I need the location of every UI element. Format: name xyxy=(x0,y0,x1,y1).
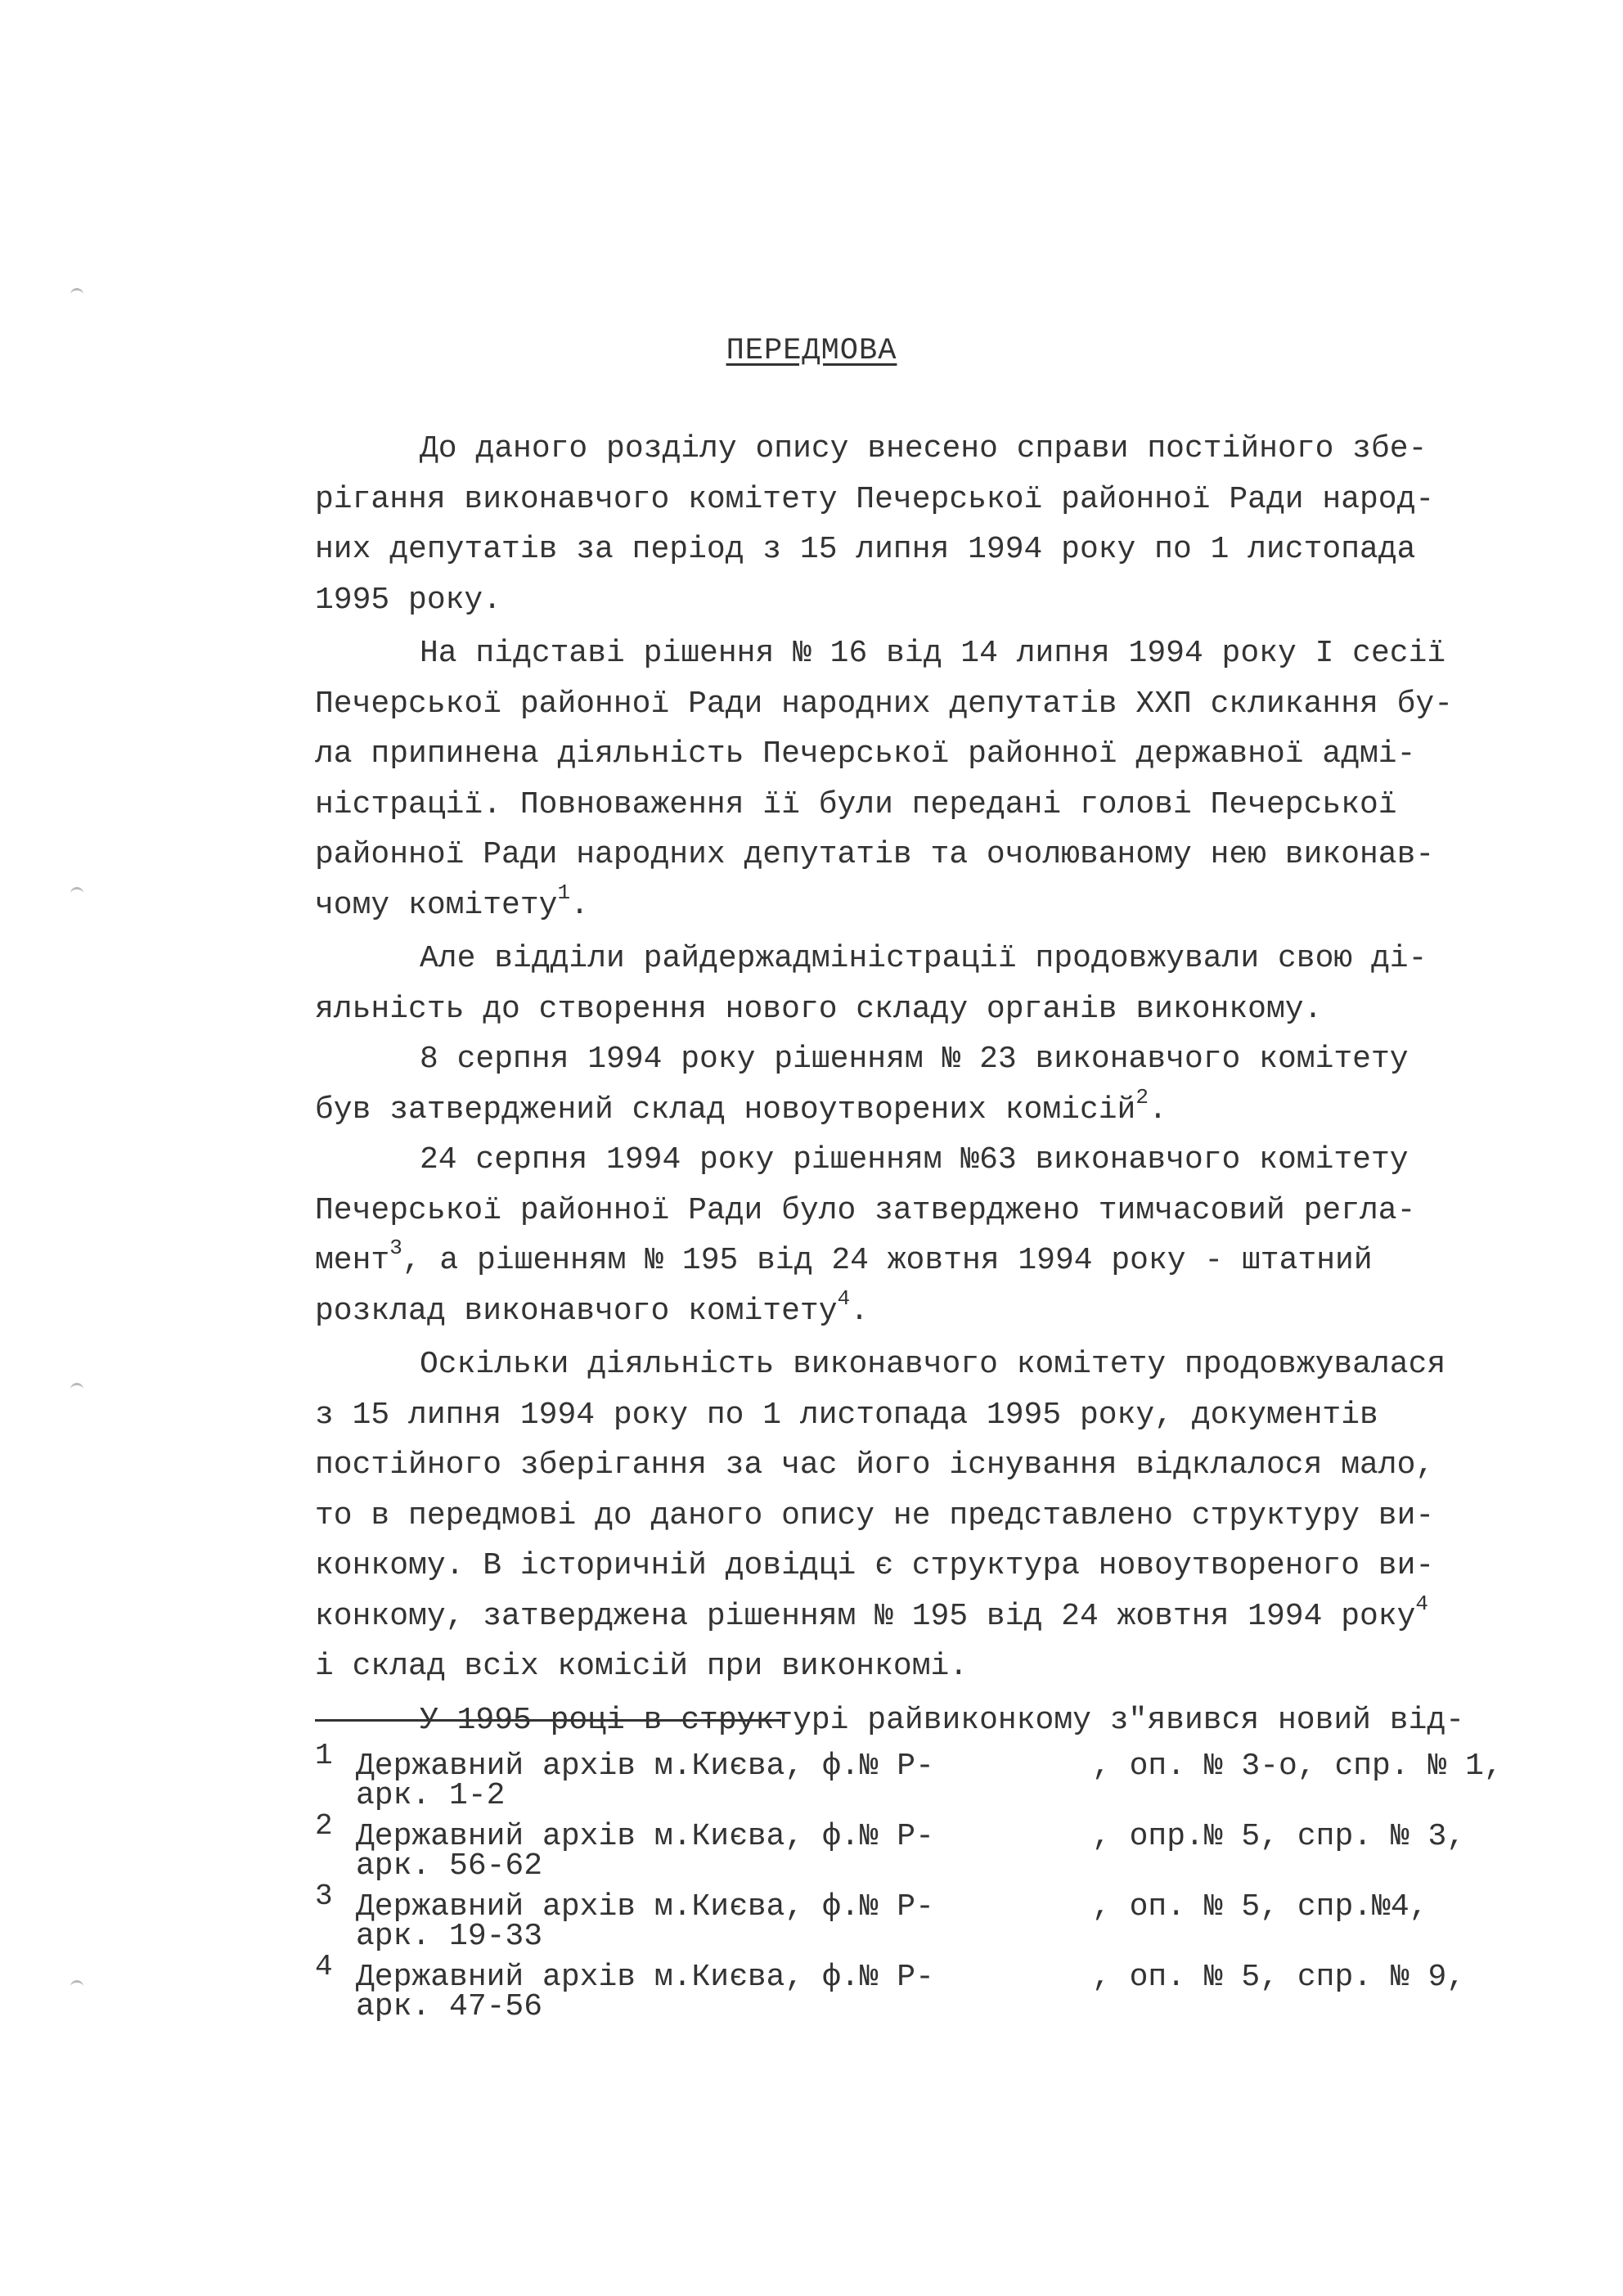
text-line xyxy=(315,1286,1542,1337)
text-fragment: розклад виконавчого комітету xyxy=(315,1293,838,1329)
text-line: На підставі рішення № 16 від 14 липня 1994 року І сесії xyxy=(420,636,1446,671)
footnote-number: 2 xyxy=(315,1809,333,1843)
footnote xyxy=(315,1880,1542,1954)
binder-mark xyxy=(70,1980,83,1988)
footnote-reference: , опр.№ 5, спр. № 3, xyxy=(1092,1819,1466,1854)
paragraph xyxy=(315,628,1542,930)
footnote-source: Державний архів м.Києва, ф.№ Р- xyxy=(356,1960,934,1995)
text-line xyxy=(315,880,1542,931)
footnote xyxy=(315,1739,1542,1813)
text-fragment: конкому, затверджена рішенням № 195 від 24 жовтня 1994 року xyxy=(315,1598,1416,1634)
footnote xyxy=(315,1809,1542,1884)
text-line: яльність до створення нового складу органів виконкому. xyxy=(315,991,1323,1027)
binder-mark xyxy=(70,887,83,894)
footnote-number: 4 xyxy=(315,1950,333,1983)
text-line: До даного розділу опису внесено справи постійного збе- xyxy=(420,431,1427,466)
footnote-pages: арк. 56-62 xyxy=(356,1848,543,1884)
text-fragment: . xyxy=(570,887,589,923)
footnote-ref: 2 xyxy=(1135,1084,1149,1110)
paragraph xyxy=(315,1135,1542,1336)
text-line xyxy=(315,1236,1542,1286)
footnote-ref: 3 xyxy=(389,1236,402,1261)
text-line: 8 серпня 1994 року рішенням № 23 виконавчого комітету xyxy=(420,1042,1409,1077)
footnote-separator xyxy=(315,1719,781,1722)
footnote-reference: , оп. № 5, спр.№4, xyxy=(1092,1889,1428,1925)
document-body xyxy=(315,424,1542,1745)
footnote-source: Державний архів м.Києва, ф.№ Р- xyxy=(356,1889,934,1925)
footnote-ref: 4 xyxy=(1415,1591,1429,1616)
text-line: Але відділи райдержадміністрації продовжували свою ді- xyxy=(420,941,1427,976)
text-line: У 1995 році в структурі райвиконкому з"явився новий від- xyxy=(420,1702,1465,1738)
footnote-reference: , оп. № 3-о, спр. № 1, xyxy=(1092,1749,1503,1784)
paragraph xyxy=(315,1034,1542,1135)
paragraph xyxy=(315,424,1542,625)
text-line: 24 серпня 1994 року рішенням №63 виконавчого комітету xyxy=(420,1142,1409,1177)
footnote-ref: 1 xyxy=(557,880,571,905)
footnote-pages: арк. 19-33 xyxy=(356,1919,543,1954)
text-line: районної Ради народних депутатів та очолюваному нею виконав- xyxy=(315,837,1435,872)
footnote-ref: 4 xyxy=(837,1285,851,1311)
text-line: то в передмові до даного опису не представлено структуру ви- xyxy=(315,1497,1435,1533)
text-line: 1995 року. xyxy=(315,582,502,618)
footnotes xyxy=(315,1739,1542,2024)
text-fragment: мент xyxy=(315,1243,390,1278)
text-fragment: , а рішенням № 195 від 24 жовтня 1994 року - штатний xyxy=(402,1243,1373,1278)
text-line: конкому. В історичній довідці є структура новоутвореного ви- xyxy=(315,1548,1435,1583)
text-line: Печерської районної Ради народних депутатів ХХП скликання бу- xyxy=(315,686,1454,722)
text-line: ла припинена діяльність Печерської районної державної адмі- xyxy=(315,736,1416,772)
paragraph xyxy=(315,1339,1542,1692)
footnote-pages: арк. 47-56 xyxy=(356,1989,543,2024)
text-line: постійного зберігання за час його існування відклалося мало, xyxy=(315,1447,1435,1483)
footnote xyxy=(315,1950,1542,2024)
footnote-pages: арк. 1-2 xyxy=(356,1778,506,1813)
text-fragment: був затверджений склад новоутворених комісій xyxy=(315,1092,1136,1128)
text-line: з 15 липня 1994 року по 1 листопада 1995 року, документів xyxy=(315,1397,1378,1433)
text-line: Оскільки діяльність виконавчого комітету продовжувалася xyxy=(420,1347,1446,1382)
text-line xyxy=(315,1591,1542,1642)
text-line: рігання виконавчого комітету Печерської районної Ради народ- xyxy=(315,481,1435,517)
binder-mark xyxy=(70,1383,83,1390)
text-line: них депутатів за період з 15 липня 1994 року по 1 листопада xyxy=(315,532,1416,567)
footnote-reference: , оп. № 5, спр. № 9, xyxy=(1092,1960,1466,1995)
text-line xyxy=(315,1085,1542,1136)
text-line: ністрації. Повноваження її були передані голові Печерської xyxy=(315,786,1397,822)
text-line: Печерської районної Ради було затверджено тимчасовий регла- xyxy=(315,1192,1416,1228)
footnote-number: 3 xyxy=(315,1880,333,1913)
binder-mark xyxy=(70,288,83,295)
text-fragment: чому комітету xyxy=(315,887,558,923)
text-fragment: . xyxy=(850,1293,869,1329)
footnote-number: 1 xyxy=(315,1739,333,1772)
paragraph xyxy=(315,934,1542,1034)
footnote-source: Державний архів м.Києва, ф.№ Р- xyxy=(356,1749,934,1784)
document-title: ПЕРЕДМОВА xyxy=(726,334,897,368)
text-fragment: . xyxy=(1148,1092,1167,1128)
text-line: і склад всіх комісій при виконкомі. xyxy=(315,1649,969,1684)
footnote-source: Державний архів м.Києва, ф.№ Р- xyxy=(356,1819,934,1854)
